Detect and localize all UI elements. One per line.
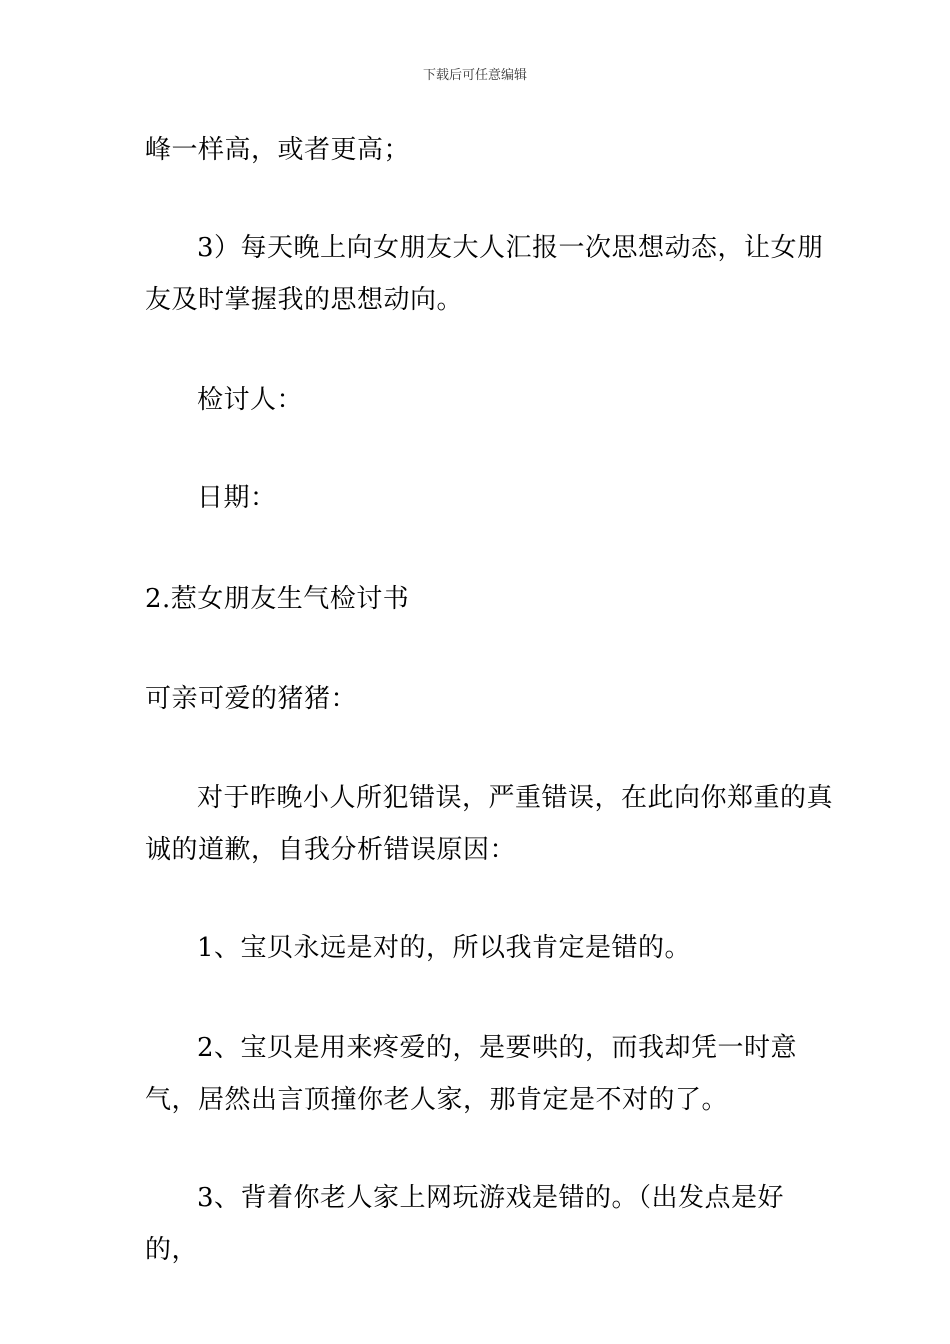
section-heading: 2.惹女朋友生气检讨书 — [145, 584, 410, 614]
reason-item-1: 1、宝贝永远是对的，所以我肯定是错的。 — [197, 933, 692, 963]
reason-item-3: 3、背着你老人家上网玩游戏是错的。（出发点是好的， — [145, 1183, 785, 1265]
reason-item-2: 2、宝贝是用来疼爱的，是要哄的，而我却凭一时意气，居然出言顶撞你老人家，那肯定是不对的了。 — [145, 1033, 798, 1115]
paragraph-continuation: 峰一样高，或者更高； — [145, 135, 411, 165]
page-header: 下载后可任意编辑 — [422, 68, 527, 83]
date-label: 日期： — [197, 483, 277, 513]
intro-paragraph: 对于昨晚小人所犯错误，严重错误，在此向你郑重的真诚的道歉，自我分析错误原因： — [145, 783, 834, 865]
signer-label: 检讨人： — [197, 385, 304, 415]
paragraph-item-3: 3）每天晚上向女朋友大人汇报一次思想动态，让女朋友及时掌握我的思想动向。 — [145, 233, 824, 315]
salutation: 可亲可爱的猪猪： — [145, 684, 358, 714]
